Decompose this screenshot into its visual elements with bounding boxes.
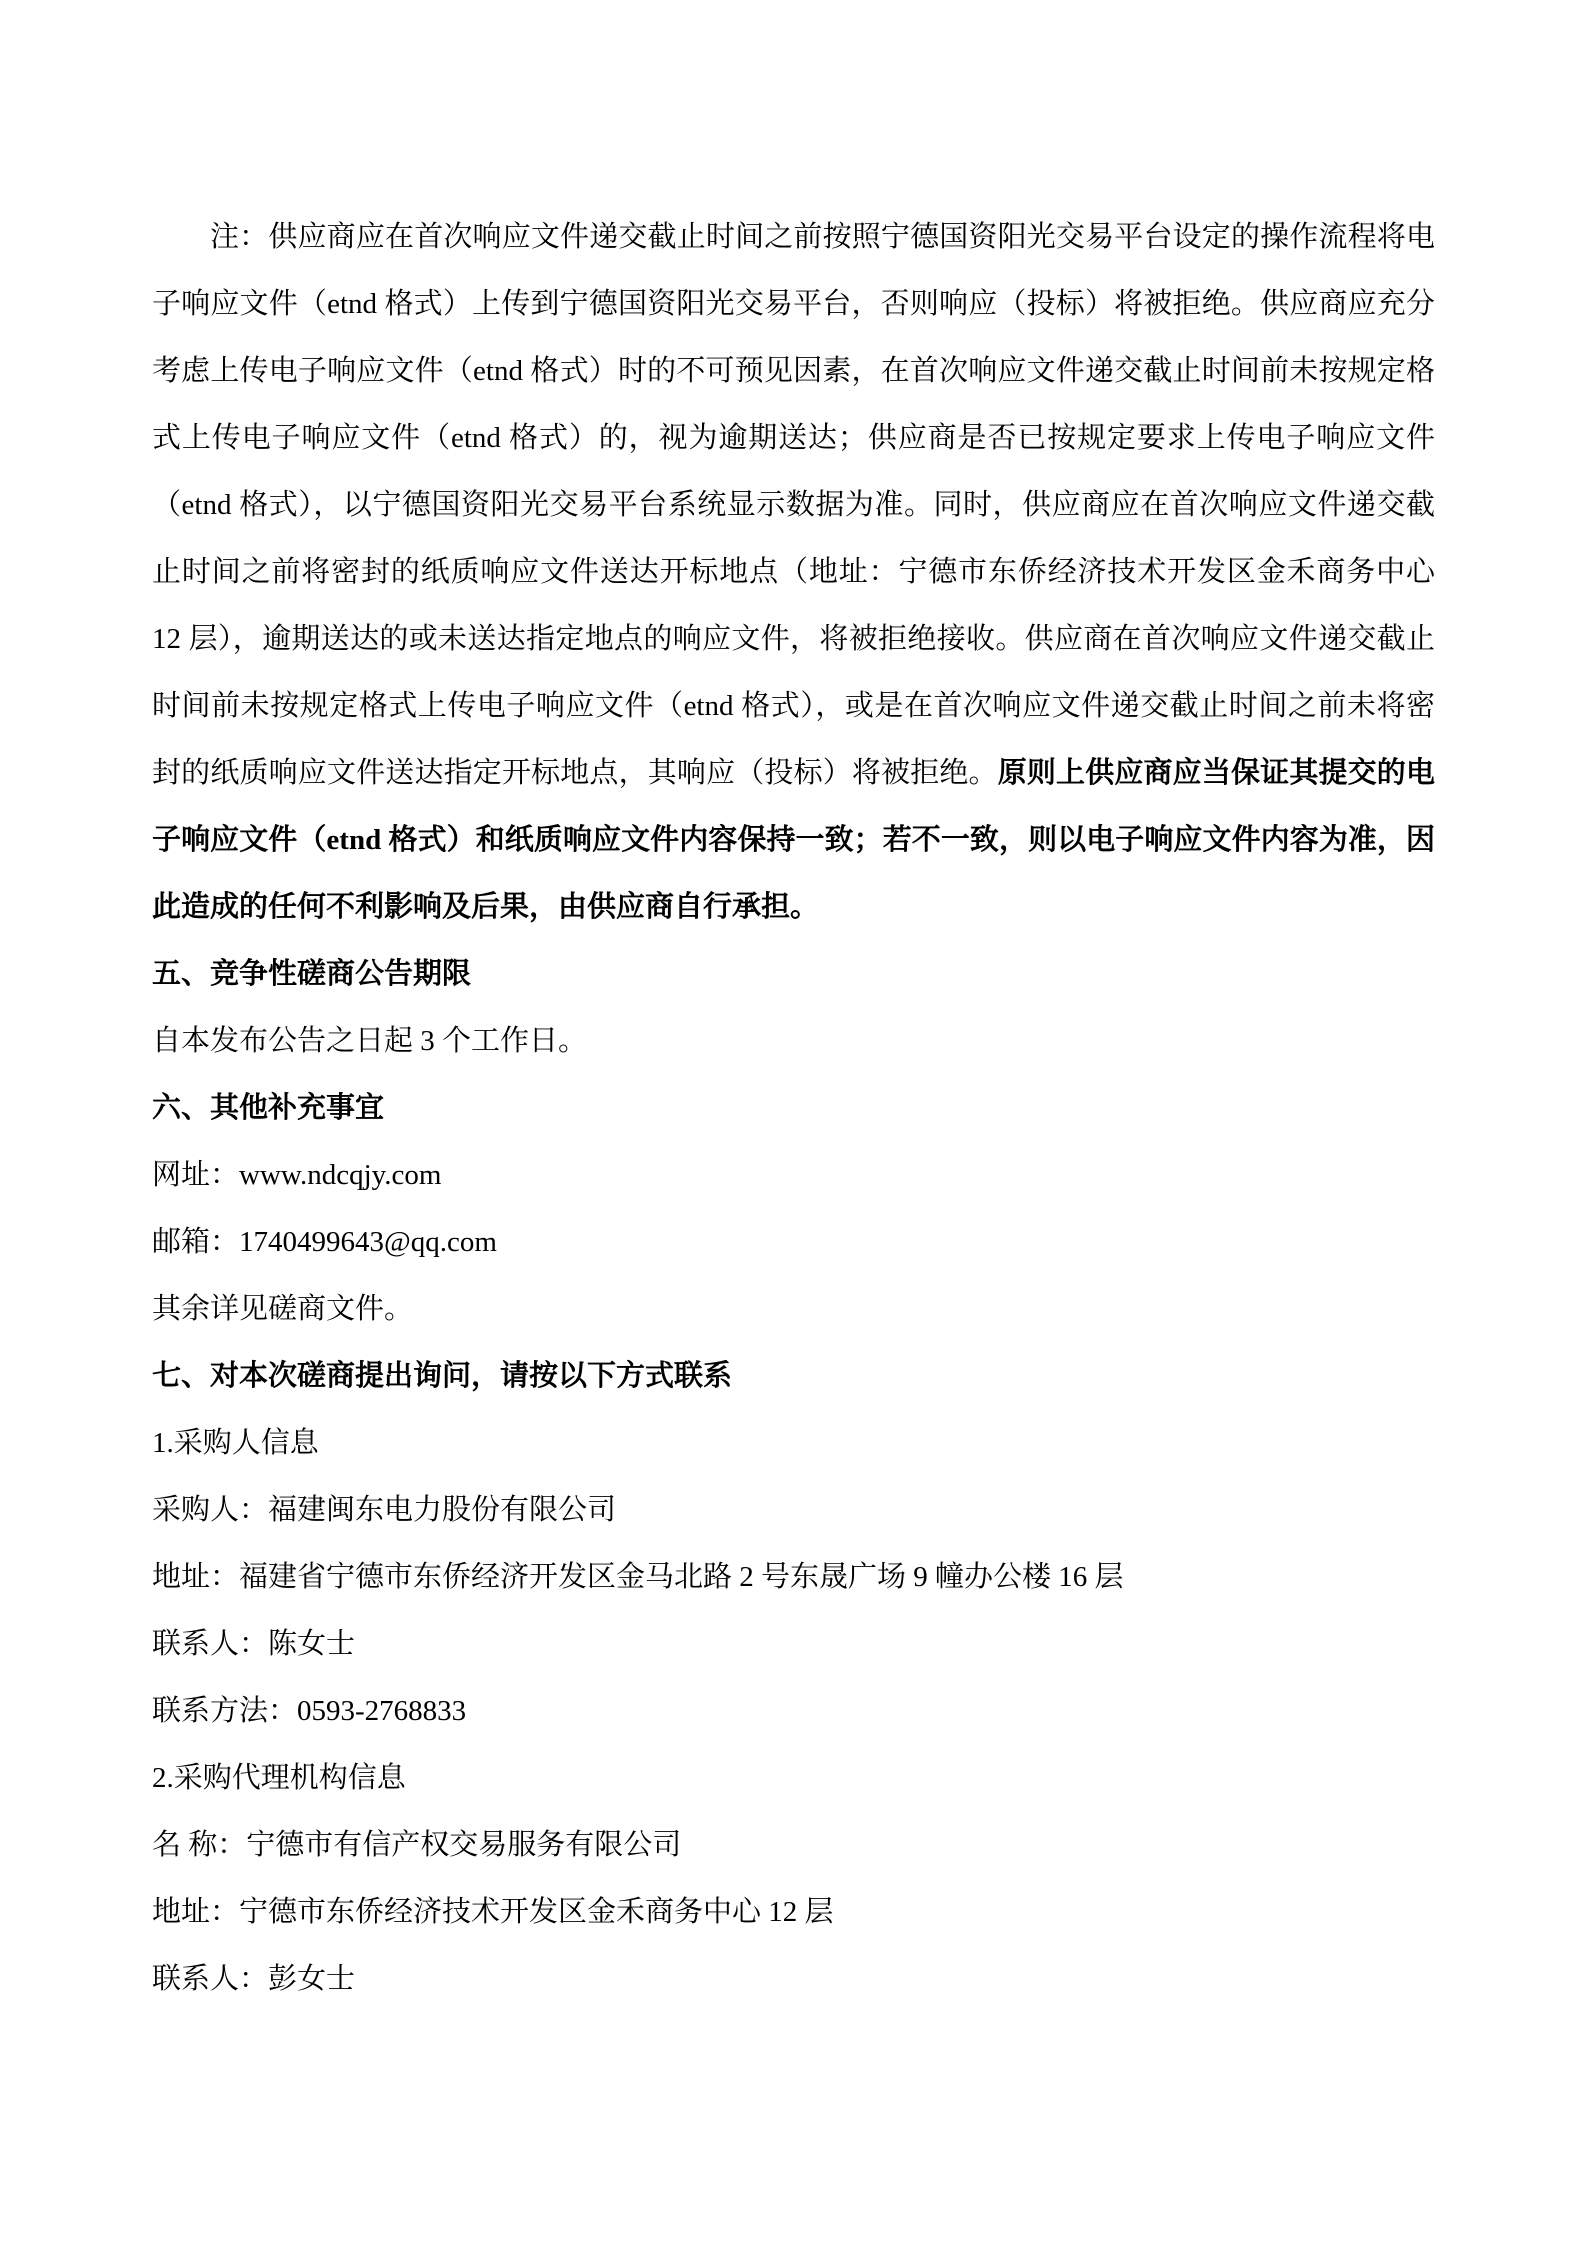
section-7-heading: 七、对本次磋商提出询问，请按以下方式联系: [152, 1360, 733, 1392]
agency-name: 名 称：宁德市有信产权交易服务有限公司: [152, 1829, 682, 1861]
note-bold-text: 原则上供应商应当保证其提交的电子响应文件（etnd 格式）和纸质响应文件内容保持一致；若不一致，则以电子响应文件内容为准，因此造成的任何不利影响及后果，由供应商自行承担。: [152, 757, 1435, 923]
purchaser-phone: 联系方法：0593-2768833: [152, 1695, 467, 1727]
agency-info-title: 2.采购代理机构信息: [152, 1762, 406, 1794]
agency-address: 地址：宁德市东侨经济技术开发区金禾商务中心 12 层: [152, 1896, 834, 1928]
purchaser-address: 地址：福建省宁德市东侨经济开发区金马北路 2 号东晟广场 9 幢办公楼 16 层: [152, 1561, 1124, 1593]
purchaser-info-title: 1.采购人信息: [152, 1427, 319, 1459]
agency-contact: 联系人：彭女士: [152, 1963, 356, 1995]
purchaser-name: 采购人：福建闽东电力股份有限公司: [152, 1494, 617, 1526]
website-line: 网址：www.ndcqjy.com: [152, 1159, 442, 1191]
note-paragraph: [152, 204, 1435, 941]
section-6-heading: 六、其他补充事宜: [152, 1092, 385, 1124]
email-line: 邮箱：1740499643@qq.com: [152, 1226, 497, 1258]
other-details-line: 其余详见磋商文件。: [152, 1293, 414, 1325]
purchaser-contact: 联系人：陈女士: [152, 1628, 356, 1660]
note-text: 注：供应商应在首次响应文件递交截止时间之前按照宁德国资阳光交易平台设定的操作流程将电子响应文件（etnd 格式）上传到宁德国资阳光交易平台，否则响应（投标）将被拒绝。供应商应充分考虑上传电子响应文件（etnd 格式）时的不可预见因素，在首次响应文件递交截止时间前未按规定格式上传电子响应文件（etnd 格式）的，视为逾期送达；供应商是否已按规定要求上传电子响应文件（etnd 格式），以宁德国资阳光交易平台系统显示数据为准。同时，供应商应在首次响应文件递交截止时间之前将密封的纸质响应文件送达开标地点（地址：宁德市东侨经济技术开发区金禾商务中心 12 层），逾期送达的或未送达指定地点的响应文件，将被拒绝接收。供应商在首次响应文件递交截止时间前未按规定格式上传电子响应文件（etnd 格式），或是在首次响应文件递交截止时间之前未将密封的纸质响应文件送达指定开标地点，其响应（投标）将被拒绝。: [152, 221, 1435, 789]
section-5-body: 自本发布公告之日起 3 个工作日。: [152, 1025, 588, 1057]
section-5-heading: 五、竞争性磋商公告期限: [152, 958, 472, 990]
